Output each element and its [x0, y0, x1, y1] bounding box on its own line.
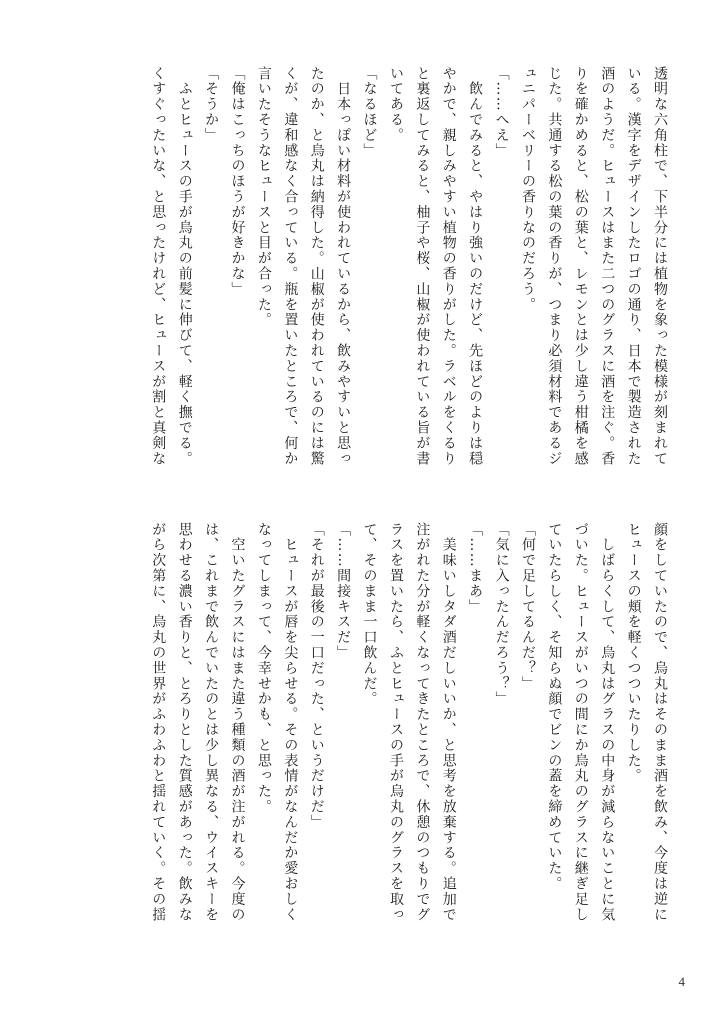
text-line: 「俺はこっちのほうが好きかな」: [229, 66, 246, 297]
text-line: は、これまで飲んでいたのとは少し異なる、ウイスキーを: [203, 522, 220, 923]
lower-text-block: [73, 522, 673, 972]
text-line: 酒のようだ。ヒュースはまた二つのグラスに酒を注ぐ。香: [599, 66, 616, 467]
text-line: じた。共通する松の葉の香りが、つまり必須材料であるジ: [546, 66, 563, 467]
page-number: 4: [678, 974, 685, 989]
text-line: 「なるほど」: [361, 66, 378, 159]
text-line: づいた。ヒュースがいつの間にか烏丸のグラスに継ぎ足し: [572, 522, 589, 923]
text-line: くが、違和感なく合っている。瓶を置いたところで、何か: [282, 66, 299, 467]
text-line: 「気に入ったんだろう？」: [493, 522, 510, 707]
text-line: 美味いしタダ酒だしいいか、と思考を放棄する。追加で: [440, 522, 457, 923]
text-line: ていたらしく、そ知らぬ顔でビンの蓋を締めていた。: [546, 522, 563, 892]
text-line: 空いたグラスにはまた違う種類の酒が注がれる。今度の: [229, 522, 246, 923]
text-line: ラスを置いたら、ふとヒュースの手が烏丸のグラスを取っ: [387, 522, 404, 923]
text-line: 「それが最後の一口だった、というだけだ」: [308, 522, 325, 830]
text-line: しばらくして、烏丸はグラスの中身が減らないことに気: [599, 522, 616, 923]
text-line: やかで、親しみやすい植物の香りがした。ラベルをくるり: [440, 66, 457, 467]
text-line: ュニパーベリーの香りなのだろう。: [519, 66, 536, 313]
text-line: 「そうか」: [203, 66, 220, 143]
text-line: 「何で足してるんだ？」: [519, 522, 536, 692]
text-line: 顔をしていたので、烏丸はそのまま酒を飲み、今度は逆に: [652, 522, 668, 923]
text-line: 思わせる濃い香りと、とろりとした質感があった。飲みな: [176, 522, 193, 923]
text-line: なってしまって、今幸せかも、と思った。: [255, 522, 272, 815]
text-line: 日本っぽい材料が使われているから、飲みやすいと思っ: [335, 66, 352, 467]
text-line: りを確かめると、松の葉と、レモンとは少し違う柑橘を感: [572, 66, 589, 467]
text-line: くすぐったいな、と思ったけれど、ヒュースが割と真剣な: [150, 66, 167, 467]
text-line: と裏返してみると、柚子や桜、山椒が使われている旨が書: [414, 66, 431, 467]
text-line: ヒュースの頬を軽くつついたりした。: [625, 522, 642, 784]
text-line: 「……へえ」: [493, 66, 510, 159]
text-line: 注がれた分が軽くなってきたところで、休憩のつもりでグ: [414, 522, 431, 923]
text-line: 飲んでみると、やはり強いのだけど、先ほどのよりは穏: [467, 66, 484, 467]
text-line: ふとヒュースの手が烏丸の前髪に伸びて、軽く撫でる。: [176, 66, 193, 467]
text-line: 言いたそうなヒュースと目が合った。: [255, 66, 272, 328]
upper-text-block: [73, 66, 673, 496]
text-line: 「……間接キスだ」: [335, 522, 352, 661]
text-line: 透明な六角柱で、下半分には植物を象った模様が刻まれて: [652, 66, 668, 467]
text-line: て、そのまま一口飲んだ。: [361, 522, 378, 707]
text-line: いる。漢字をデザインしたロゴの通り、日本で製造された: [625, 66, 642, 467]
text-line: 「……まあ」: [467, 522, 484, 615]
text-line: たのか、と烏丸は納得した。山椒が使われているのには驚: [308, 66, 325, 467]
text-line: がら次第に、烏丸の世界がふわふわと揺れていく。その揺: [150, 522, 167, 923]
text-line: ヒュースが唇を尖らせる。その表情がなんだか愛おしく: [282, 522, 299, 923]
text-line: いてある。: [387, 66, 404, 143]
